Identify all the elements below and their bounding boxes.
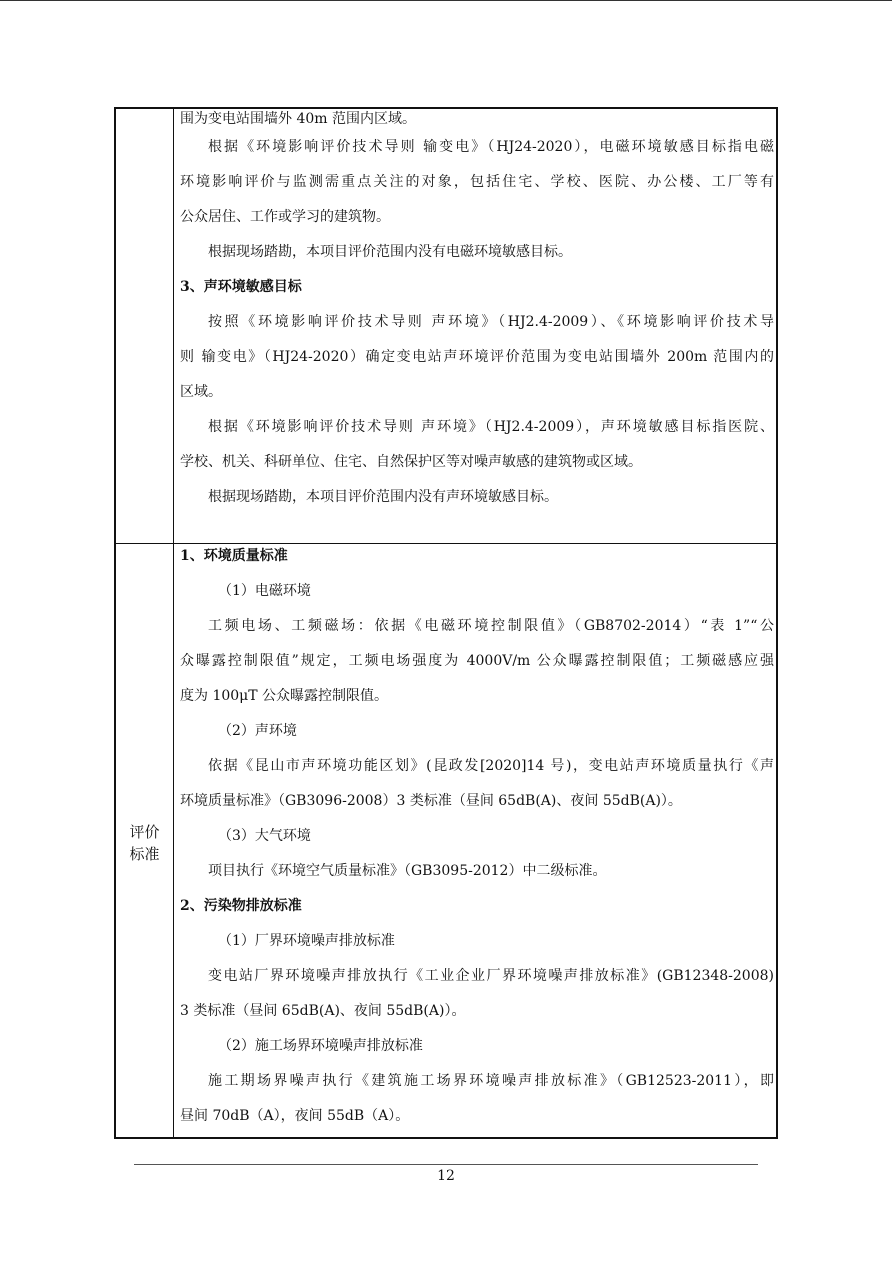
page-top-border: [0, 0, 892, 1]
paragraph-line: 众曝露控制限值”规定，工频电场强度为 4000V/m 公众曝露控制限值；工频磁感应强: [180, 653, 774, 669]
subsection-heading: （2）声环境: [218, 723, 297, 739]
label-line: 标准: [129, 845, 160, 863]
subsection-heading: （3）大气环境: [218, 828, 311, 844]
paragraph-line: 项目执行《环境空气质量标准》（GB3095-2012）中二级标准。: [208, 863, 607, 879]
sensitive-targets-cell: [180, 109, 774, 521]
paragraph-line: 环境质量标准》（GB3096-2008）3 类标准（昼间 65dB(A)、夜间 55dB(A)）。: [180, 793, 682, 809]
paragraph-line: 度为 100μT 公众曝露控制限值。: [180, 688, 389, 704]
page-number: 12: [437, 1168, 455, 1184]
paragraph-line: 3 类标准（昼间 65dB(A)、夜间 55dB(A)）。: [180, 1003, 466, 1019]
label-line: 评价: [129, 823, 160, 841]
evaluation-standards-label: [116, 821, 173, 865]
paragraph-line: 围为变电站围墙外 40m 范围内区域。: [180, 111, 416, 127]
footer-rule: [134, 1164, 758, 1165]
paragraph-line: 依据《昆山市声环境功能区划》(昆政发[2020]14 号)，变电站声环境质量执行《声: [208, 758, 774, 774]
subsection-heading: （1）厂界环境噪声排放标准: [218, 933, 395, 949]
table-row-divider: [116, 543, 776, 544]
paragraph-line: 按照《环境影响评价技术导则 声环境》（HJ2.4-2009）、《环境影响评价技术导: [208, 314, 774, 330]
section-heading: 2、污染物排放标准: [180, 898, 302, 914]
paragraph-line: 变电站厂界环境噪声排放执行《工业企业厂界环境噪声排放标准》(GB12348-2008): [208, 968, 774, 984]
subsection-heading: （1）电磁环境: [218, 583, 311, 599]
section-heading: 1、环境质量标准: [180, 548, 288, 564]
paragraph-line: 环境影响评价与监测需重点关注的对象，包括住宅、学校、医院、办公楼、工厂等有: [180, 174, 774, 190]
subsection-heading: （2）施工场界环境噪声排放标准: [218, 1038, 423, 1054]
evaluation-standards-cell: [180, 545, 774, 1140]
paragraph-line: 工频电场、工频磁场：依据《电磁环境控制限值》（GB8702-2014）“表 1”“公: [208, 618, 774, 634]
report-table: [114, 107, 778, 1139]
section-heading: 3、声环境敏感目标: [180, 279, 302, 295]
paragraph-line: 昼间 70dB（A），夜间 55dB（A）。: [180, 1108, 410, 1124]
paragraph-line: 则 输变电》（HJ24-2020）确定变电站声环境评价范围为变电站围墙外 200m 范围内的: [180, 349, 774, 365]
paragraph-line: 区域。: [180, 384, 222, 400]
paragraph-line: 根据《环境影响评价技术导则 输变电》（HJ24-2020），电磁环境敏感目标指电磁: [208, 139, 774, 155]
paragraph-line: 施工期场界噪声执行《建筑施工场界环境噪声排放标准》（GB12523-2011），即: [208, 1073, 774, 1089]
paragraph-line: 根据《环境影响评价技术导则 声环境》（HJ2.4-2009），声环境敏感目标指医院、: [208, 419, 774, 435]
table-column-divider: [173, 109, 174, 1137]
paragraph-line: 学校、机关、科研单位、住宅、自然保护区等对噪声敏感的建筑物或区域。: [180, 454, 642, 470]
paragraph-line: 根据现场踏勘，本项目评价范围内没有声环境敏感目标。: [208, 489, 558, 505]
paragraph-line: 根据现场踏勘，本项目评价范围内没有电磁环境敏感目标。: [208, 244, 572, 260]
paragraph-line: 公众居住、工作或学习的建筑物。: [180, 209, 390, 225]
